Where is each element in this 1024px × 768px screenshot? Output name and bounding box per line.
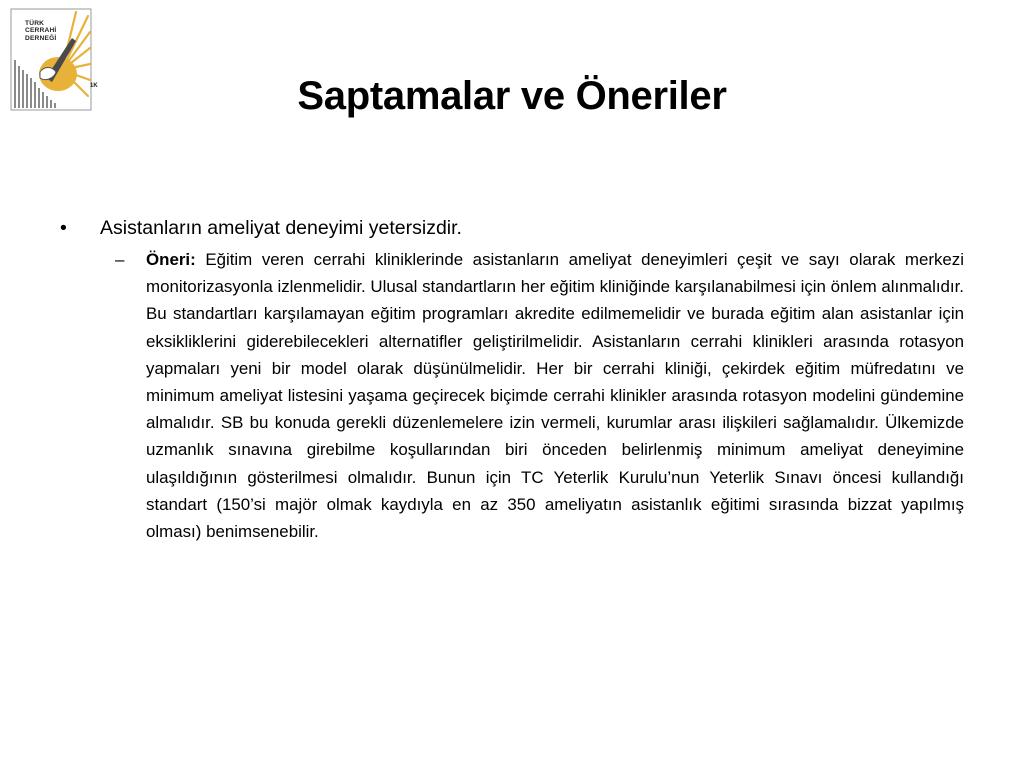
oneri-label: Öneri:: [146, 250, 206, 269]
slide-content: [60, 210, 964, 545]
logo-line-2: CERRAHİ: [25, 27, 57, 35]
logo-badge: 1K: [90, 83, 98, 89]
logo-line-3: DERNEĞİ: [25, 34, 57, 42]
sub-bullet-marker: –: [115, 250, 125, 269]
bullet-text: Asistanların ameliyat deneyimi yetersizdir.: [100, 217, 462, 239]
oneri-text: Eğitim veren cerrahi kliniklerinde asistanların ameliyat deneyimleri çeşit ve sayı olarak merkezi monitorizasyonla izlenmelidir. Ulusal standartların her eğitim kliniğinde karşılanabilmesi için önlem alınmalıdır. Bu standartları karşılamayan eğitim programları akredite edilmemelidir ve burada eğitim alan asistanlar için eksikliklerini giderebilecekleri alternatifler geliştirilmelidir. Asistanların cerrahi klinikleri arasında rotasyon yapmaları yeni bir model olarak düşünülmelidir. Her bir cerrahi kliniği, çekirdek eğitim müfredatını ve minimum ameliyat listesini yaşama geçirecek biçimde cerrahi klinikler arasında rotasyon modelini gündemine almalıdır. SB bu konuda gerekli düzenlemelere izin vermeli, kurumlar arası ilişkileri sağlamalıdır. Ülkemizde uzmanlık sınavına girebilme koşullarından biri önceden belirlenmiş minimum ameliyat deneyimine ulaşıldığının gösterilmesi olmalıdır. Bunun için TC Yeterlik Kurulu’nun Yeterlik Sınavı öncesi kullandığı standart (150’si majör olmak kaydıyla en az 350 ameliyatın asistanlık eğitimi sırasında bizzat yapılmış olması) benimsenebilir.: [146, 250, 964, 542]
bullet-item: [60, 210, 964, 246]
logo-line-1: TÜRK: [25, 20, 45, 27]
logo-wordmark: [25, 20, 56, 42]
bullet-marker: •: [60, 217, 67, 239]
sub-bullet-item: [115, 246, 964, 545]
slide-title: Saptamalar ve Öneriler: [297, 74, 727, 118]
